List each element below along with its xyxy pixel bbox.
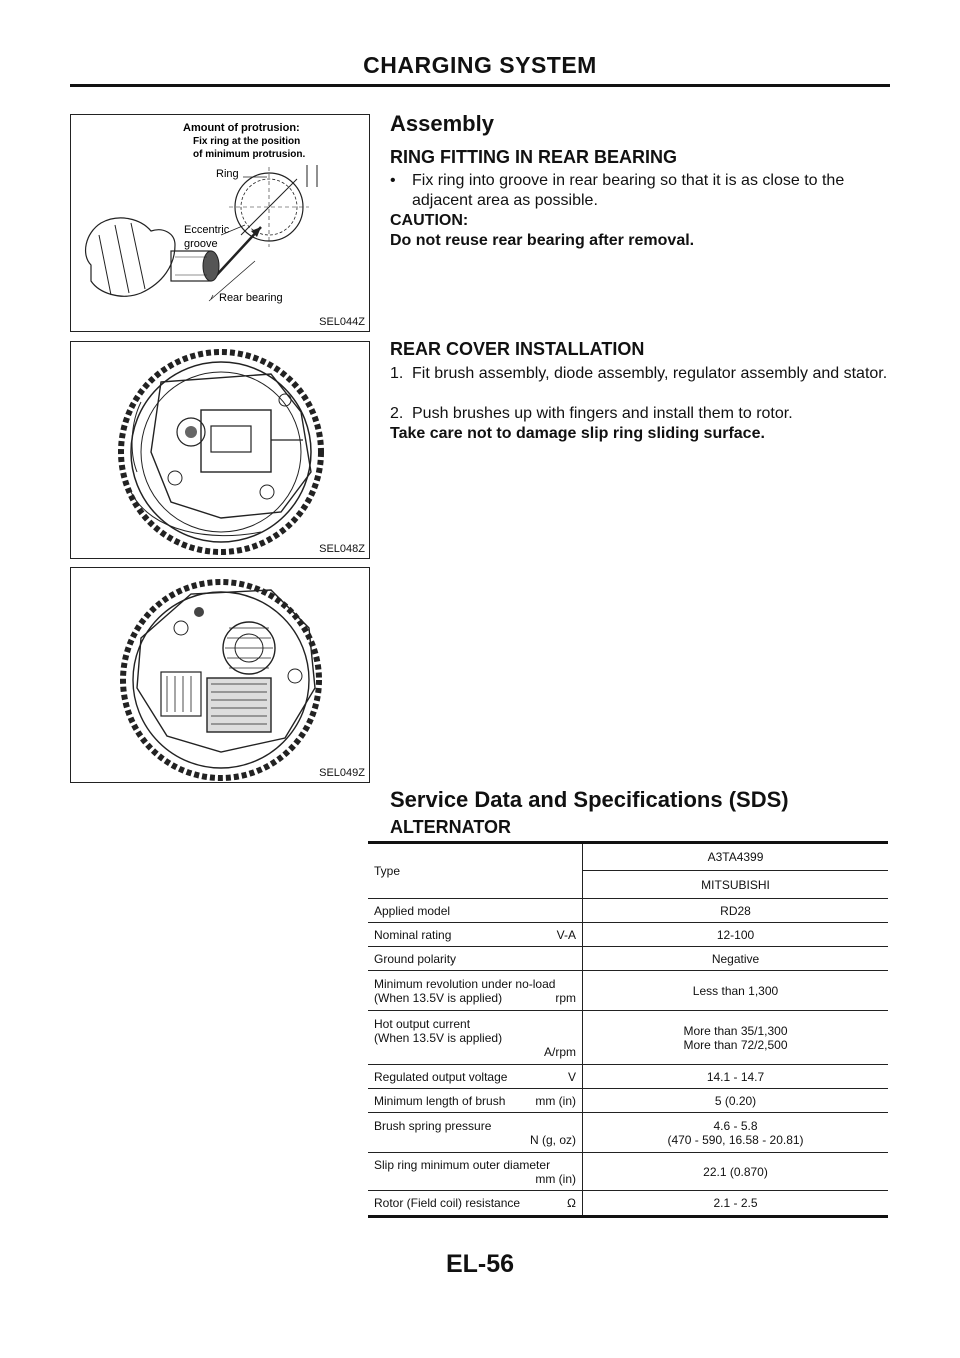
table-row xyxy=(368,923,888,947)
figure-label-fix-ring: Fix ring at the position xyxy=(193,136,301,147)
page-number: EL-56 xyxy=(445,1250,515,1278)
spec-value: 4.6 - 5.8 xyxy=(713,1118,758,1133)
table-row xyxy=(368,1191,888,1217)
spec-label-line2: (When 13.5V is applied) xyxy=(374,990,503,1005)
table-label-cell xyxy=(368,1065,583,1089)
table-value-cell: 5 (0.20) xyxy=(583,1089,889,1113)
ring-fitting-heading: RING FITTING IN REAR BEARING xyxy=(390,147,677,167)
table-value-cell: Less than 1,300 xyxy=(583,971,889,1011)
table-value-cell: RD28 xyxy=(583,899,889,923)
spec-label: Regulated output voltage xyxy=(374,1069,508,1084)
spec-label: Minimum length of brush xyxy=(374,1093,506,1108)
table-label-cell xyxy=(368,971,583,1011)
table-label-cell xyxy=(368,1113,583,1153)
spec-unit: mm (in) xyxy=(535,1171,576,1186)
bullet-text: Fix ring into groove in rear bearing so that it is as close to the adjacent area as possible. xyxy=(412,172,845,209)
spec-unit: N (g, oz) xyxy=(529,1132,576,1147)
brush-install-illustration xyxy=(71,568,369,782)
rear-cover-illustration xyxy=(71,342,369,558)
step-text: Push brushes up with fingers and install them to rotor. xyxy=(412,405,793,422)
spec-label: Rotor (Field coil) resistance xyxy=(374,1196,521,1210)
table-value-cell: Negative xyxy=(583,947,889,971)
table-row xyxy=(368,1065,888,1089)
table-row xyxy=(368,971,888,1011)
table-label-cell xyxy=(368,1089,583,1113)
spec-value-line2: More than 72/2,500 xyxy=(683,1037,788,1052)
spec-label: Brush spring pressure xyxy=(374,1118,492,1133)
alternator-spec-table xyxy=(368,841,888,1218)
table-row xyxy=(368,843,888,871)
assembly-title: Assembly xyxy=(390,111,494,136)
table-label-cell xyxy=(368,1153,583,1191)
spec-label: Type xyxy=(374,864,401,878)
figure-code: SEL044Z xyxy=(319,316,365,328)
table-value-cell xyxy=(583,1011,889,1065)
figure-label-rear-bearing: Rear bearing xyxy=(219,292,283,304)
figure-label-protrusion: Amount of protrusion: xyxy=(183,122,300,134)
figure-ring-fitting xyxy=(70,114,370,332)
table-label-cell xyxy=(368,843,583,899)
cover-caution-note: Take care not to damage slip ring sliding surface. xyxy=(390,425,765,442)
figure-rear-cover xyxy=(70,341,370,559)
figure-code: SEL048Z xyxy=(319,543,365,555)
spec-label-line2: (When 13.5V is applied) xyxy=(374,1030,503,1045)
figure-brush-install xyxy=(70,567,370,783)
spec-unit: rpm xyxy=(555,991,576,1005)
table-row xyxy=(368,1089,888,1113)
table-label-cell xyxy=(368,899,583,923)
install-step-1 xyxy=(390,364,890,384)
figure-label-groove: groove xyxy=(184,238,218,250)
table-label-cell xyxy=(368,923,583,947)
spec-label: Minimum revolution under no-load xyxy=(374,976,556,991)
caution-label: CAUTION: xyxy=(390,212,469,229)
ring-fitting-illustration xyxy=(71,115,369,331)
figure-label-ring: Ring xyxy=(216,168,239,180)
spec-unit: mm (in) xyxy=(535,1093,576,1108)
table-value-cell: 12-100 xyxy=(583,923,889,947)
table-label-cell xyxy=(368,1011,583,1065)
step-number: 1. xyxy=(390,365,404,382)
spec-unit: Ω xyxy=(567,1196,576,1210)
spec-label: Slip ring minimum outer diameter xyxy=(374,1157,551,1172)
table-row xyxy=(368,1153,888,1191)
header-rule xyxy=(70,84,890,87)
step-text: Fit brush assembly, diode assembly, regulator assembly and stator. xyxy=(412,365,888,382)
figure-label-eccentric: Eccentric xyxy=(184,224,230,236)
page-header-title: CHARGING SYSTEM xyxy=(363,52,597,78)
table-row xyxy=(368,1011,888,1065)
spec-label: Nominal rating xyxy=(374,927,452,942)
rear-cover-heading: REAR COVER INSTALLATION xyxy=(390,339,645,359)
table-row xyxy=(368,947,888,971)
spec-unit: A/rpm xyxy=(543,1044,576,1059)
table-value-cell: A3TA4399 xyxy=(583,843,889,871)
spec-label: Hot output current xyxy=(374,1016,471,1031)
bullet-mark: • xyxy=(390,172,396,189)
table-value-cell xyxy=(583,1113,889,1153)
table-value-cell: MITSUBISHI xyxy=(583,871,889,899)
sds-title: Service Data and Specifications (SDS) xyxy=(390,787,789,812)
table-row xyxy=(368,899,888,923)
table-value-cell: 22.1 (0.870) xyxy=(583,1153,889,1191)
spec-unit: V-A xyxy=(556,927,576,942)
spec-label: Applied model xyxy=(374,903,451,918)
table-label-cell xyxy=(368,947,583,971)
spec-value-line2: (470 - 590, 16.58 - 20.81) xyxy=(667,1132,804,1147)
table-row xyxy=(368,1113,888,1153)
ring-fitting-bullet xyxy=(390,171,890,211)
sds-subtitle: ALTERNATOR xyxy=(390,817,511,837)
table-value-cell: 2.1 - 2.5 xyxy=(583,1191,889,1217)
spec-unit: V xyxy=(567,1069,576,1084)
figure-code: SEL049Z xyxy=(319,767,365,779)
spec-label: Ground polarity xyxy=(374,951,457,966)
spec-value: More than 35/1,300 xyxy=(683,1023,788,1038)
table-label-cell xyxy=(368,1191,583,1217)
install-step-2 xyxy=(390,404,890,424)
figure-label-min-protrusion: of minimum protrusion. xyxy=(193,149,306,160)
caution-text: Do not reuse rear bearing after removal. xyxy=(390,232,695,249)
table-value-cell: 14.1 - 14.7 xyxy=(583,1065,889,1089)
step-number: 2. xyxy=(390,405,404,422)
